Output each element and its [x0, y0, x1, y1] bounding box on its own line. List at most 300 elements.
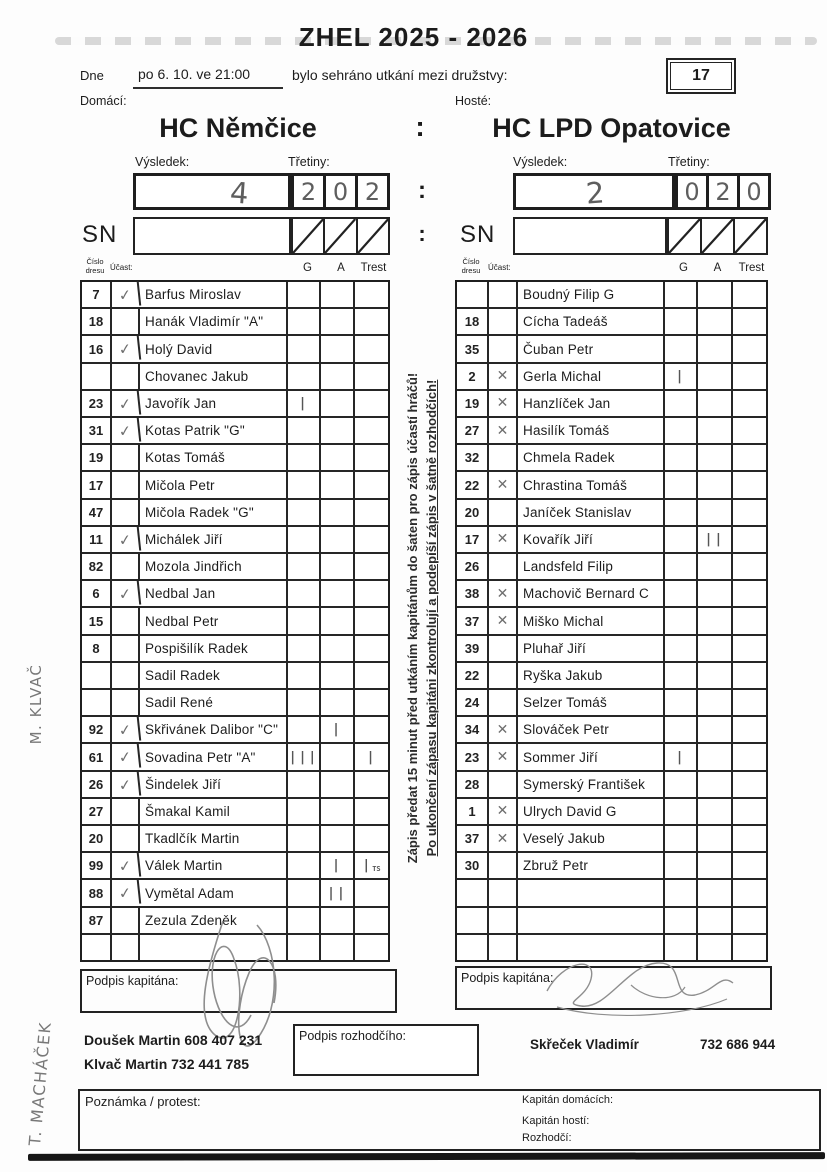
- penalty-note: TS: [372, 865, 381, 874]
- jersey-number: 15: [82, 608, 112, 633]
- participation-mark: [489, 636, 518, 661]
- home-contact-1: Doušek Martin 608 407 231: [84, 1032, 263, 1048]
- roster-row: [457, 581, 766, 608]
- assists-tally: [321, 336, 355, 361]
- goals-tally: [665, 908, 698, 933]
- goals-tally: [288, 282, 321, 307]
- participation-mark: [489, 880, 518, 905]
- player-name: Michálek Jiří: [140, 527, 288, 552]
- goals-tally: [665, 636, 698, 661]
- player-name: Hanák Vladimír "A": [140, 309, 288, 334]
- score-colon-1: :: [415, 111, 425, 142]
- assists-tally: [698, 472, 733, 497]
- away-team-name: HC LPD Opatovice: [492, 113, 731, 143]
- player-name: Válek Martin: [140, 853, 288, 878]
- goals-tally: [665, 880, 698, 905]
- roster-row: [82, 364, 388, 391]
- player-name: Chovanec Jakub: [140, 364, 288, 389]
- roster-row: [82, 445, 388, 472]
- penalty-tally: | TS: [362, 858, 381, 874]
- participation-mark: [112, 663, 140, 688]
- participation-mark: ✕: [489, 799, 518, 824]
- jersey-number: 87: [82, 908, 112, 933]
- penalty-tally: [733, 472, 766, 497]
- roster-row: [457, 472, 766, 499]
- player-name: Šindelek Jiří: [140, 772, 288, 797]
- away-sn-slash-cells: [667, 217, 768, 255]
- participation-mark: [112, 636, 140, 661]
- penalty-tally: [733, 445, 766, 470]
- match-number-box: [666, 58, 736, 94]
- goals-tally: |: [665, 744, 698, 769]
- assists-tally: [321, 527, 355, 552]
- assists-tally: ||: [321, 880, 355, 905]
- home-col-trest: Trest: [360, 262, 387, 274]
- goals-tally: [665, 772, 698, 797]
- player-name: Kotas Tomáš: [140, 445, 288, 470]
- player-name: Machovič Bernard C: [518, 581, 665, 606]
- penalty-tally: [355, 799, 388, 824]
- participation-mark: [489, 445, 518, 470]
- assists-tally: [321, 581, 355, 606]
- player-name: Chmela Radek: [518, 445, 665, 470]
- home-label: Domácí:: [80, 94, 127, 108]
- participation-mark: [489, 690, 518, 715]
- goals-tally: [665, 853, 698, 878]
- goals-tally: [288, 554, 321, 579]
- assists-tally: [698, 663, 733, 688]
- player-name: Miško Michal: [518, 608, 665, 633]
- away-third-2: 2: [715, 177, 731, 206]
- roster-row: [457, 717, 766, 744]
- participation-mark: ✕: [489, 472, 518, 497]
- penalty-tally: [355, 527, 388, 552]
- player-name: Skřivánek Dalibor "C": [140, 717, 288, 742]
- assists-tally: [698, 418, 733, 443]
- participation-mark: ✕: [489, 418, 518, 443]
- penalty-tally: [733, 663, 766, 688]
- date-value: po 6. 10. ve 21:00: [138, 66, 251, 82]
- penalty-tally: [355, 880, 388, 905]
- penalty-tally: [355, 636, 388, 661]
- participation-mark: [489, 500, 518, 525]
- player-name: Selzer Tomáš: [518, 690, 665, 715]
- roster-row: [82, 282, 388, 309]
- roster-row: [82, 581, 388, 608]
- goals-tally: [288, 364, 321, 389]
- penalty-tally: [355, 472, 388, 497]
- assists-tally: [321, 309, 355, 334]
- jersey-number: 99: [82, 853, 112, 878]
- penalty-tally: [733, 772, 766, 797]
- penalty-tally: [733, 690, 766, 715]
- penalty-tally: [733, 309, 766, 334]
- participation-mark: ✕: [489, 527, 518, 552]
- away-thirds-boxes: [675, 173, 771, 210]
- goals-tally: [665, 282, 698, 307]
- away-result-value: 2: [584, 175, 606, 211]
- home-col-g: G: [303, 262, 312, 274]
- participation-mark: [489, 282, 518, 307]
- jersey-number: 37: [457, 826, 489, 851]
- away-sn-box: [513, 217, 667, 255]
- away-col-trest: Trest: [738, 262, 765, 274]
- goals-tally: |||: [288, 744, 321, 769]
- assists-tally: |: [321, 853, 355, 878]
- margin-note-machacek: T. MACHÁČEK: [25, 1020, 55, 1147]
- assists-tally: [321, 282, 355, 307]
- roster-row: [457, 935, 766, 960]
- home-third-2: 0: [332, 177, 349, 206]
- roster-row: [457, 554, 766, 581]
- jersey-number: 11: [82, 527, 112, 552]
- player-name: Slováček Petr: [518, 717, 665, 742]
- home-col-a: A: [337, 262, 345, 274]
- roster-row: [457, 908, 766, 935]
- away-contact-phone: 732 686 944: [700, 1037, 776, 1052]
- participation-mark: ✕: [489, 826, 518, 851]
- jersey-number: 18: [457, 309, 489, 334]
- player-name: Šmakal Kamil: [140, 799, 288, 824]
- participation-mark: [112, 608, 140, 633]
- home-third-1: 2: [300, 177, 317, 206]
- goals-tally: [288, 472, 321, 497]
- roster-row: [82, 391, 388, 418]
- jersey-number: 38: [457, 581, 489, 606]
- date-underline: [133, 87, 283, 89]
- away-third-3: 0: [746, 177, 762, 206]
- penalty-tally: [355, 581, 388, 606]
- scan-bottom-edge: [28, 1152, 825, 1161]
- goals-tally: [288, 636, 321, 661]
- home-result-value: 4: [229, 175, 250, 211]
- jersey-number: [82, 364, 112, 389]
- assists-tally: ||: [698, 527, 733, 552]
- jersey-number: 34: [457, 717, 489, 742]
- page-title: ZHEL 2025 - 2026: [298, 22, 529, 52]
- away-result-box: [513, 173, 675, 210]
- assists-tally: [698, 772, 733, 797]
- jersey-number: 18: [82, 309, 112, 334]
- jersey-number: 17: [457, 527, 489, 552]
- player-name: Javořík Jan: [140, 391, 288, 416]
- assists-tally: [698, 690, 733, 715]
- penalty-tally: [733, 744, 766, 769]
- roster-row: [457, 880, 766, 907]
- player-name: Sovadina Petr "A": [140, 744, 288, 769]
- roster-row: [82, 527, 388, 554]
- assists-tally: [321, 608, 355, 633]
- goals-tally: [288, 772, 321, 797]
- player-name: Pluhař Jiří: [518, 636, 665, 661]
- roster-row: [82, 935, 388, 960]
- participation-mark: [112, 445, 140, 470]
- participation-mark: ✓: [111, 281, 141, 309]
- player-name: Janíček Stanislav: [518, 500, 665, 525]
- away-col-number: Číslo dresu: [461, 257, 481, 275]
- participation-mark: ✕: [489, 391, 518, 416]
- jersey-number: 27: [82, 799, 112, 824]
- away-contact-name: Skřeček Vladimír: [530, 1037, 639, 1052]
- goals-tally: [665, 717, 698, 742]
- roster-row: [457, 336, 766, 363]
- assists-tally: [698, 336, 733, 361]
- penalty-tally: [733, 717, 766, 742]
- assists-tally: [698, 744, 733, 769]
- player-name: Holý David: [140, 336, 288, 361]
- roster-row: [82, 336, 388, 363]
- penalty-tally: [733, 853, 766, 878]
- assists-tally: [321, 500, 355, 525]
- goals-tally: [665, 935, 698, 960]
- participation-mark: ✕: [489, 608, 518, 633]
- assists-tally: [321, 744, 355, 769]
- participation-mark: ✓: [111, 417, 141, 445]
- goals-tally: |: [288, 391, 321, 416]
- player-name: Zbruž Petr: [518, 853, 665, 878]
- penalty-tally: [733, 935, 766, 960]
- away-third-1: 0: [684, 177, 700, 206]
- jersey-number: 37: [457, 608, 489, 633]
- referee-signature-box: Podpis rozhodčího:: [293, 1024, 479, 1076]
- participation-mark: ✕: [489, 744, 518, 769]
- roster-row: [82, 663, 388, 690]
- participation-mark: [489, 663, 518, 688]
- goals-tally: [665, 527, 698, 552]
- home-result-box: [133, 173, 291, 210]
- assists-tally: [698, 364, 733, 389]
- player-name: Kovařík Jiří: [518, 527, 665, 552]
- player-name: [140, 935, 288, 960]
- roster-row: [457, 636, 766, 663]
- roster-row: [457, 690, 766, 717]
- roster-row: [457, 418, 766, 445]
- jersey-number: 1: [457, 799, 489, 824]
- away-col-ucast: Účast:: [488, 263, 511, 272]
- jersey-number: 47: [82, 500, 112, 525]
- player-name: Zezula Zdeněk: [140, 908, 288, 933]
- participation-mark: [112, 500, 140, 525]
- captain-away-line: Kapitán hostí:: [522, 1115, 590, 1127]
- goals-tally: [665, 826, 698, 851]
- jersey-number: 6: [82, 581, 112, 606]
- jersey-number: 19: [457, 391, 489, 416]
- jersey-number: 22: [457, 472, 489, 497]
- penalty-tally: [733, 799, 766, 824]
- penalty-tally: [355, 663, 388, 688]
- participation-mark: ✕: [489, 364, 518, 389]
- jersey-number: 8: [82, 636, 112, 661]
- participation-mark: [112, 309, 140, 334]
- score-colon-2: :: [418, 177, 426, 204]
- jersey-number: 22: [457, 663, 489, 688]
- assists-tally: [321, 799, 355, 824]
- participation-mark: [489, 935, 518, 960]
- participation-mark: ✓: [111, 335, 141, 363]
- goals-tally: [665, 799, 698, 824]
- home-team-name: HC Němčice: [159, 113, 317, 143]
- jersey-number: 20: [457, 500, 489, 525]
- participation-mark: [112, 364, 140, 389]
- goals-tally: [665, 472, 698, 497]
- player-name: Mozola Jindřich: [140, 554, 288, 579]
- penalty-tally: [355, 935, 388, 960]
- home-contact-2: Klvač Martin 732 441 785: [84, 1056, 249, 1072]
- participation-mark: [112, 690, 140, 715]
- assists-tally: [321, 908, 355, 933]
- player-name: Cícha Tadeáš: [518, 309, 665, 334]
- player-name: Tkadlčík Martin: [140, 826, 288, 851]
- goals-tally: [288, 309, 321, 334]
- player-name: Nedbal Jan: [140, 581, 288, 606]
- assists-tally: [698, 282, 733, 307]
- participation-mark: ✓: [111, 770, 141, 798]
- goals-tally: [665, 418, 698, 443]
- goals-tally: [288, 690, 321, 715]
- jersey-number: 39: [457, 636, 489, 661]
- assists-tally: [321, 472, 355, 497]
- roster-row: [82, 880, 388, 907]
- home-col-number: Číslo dresu: [85, 257, 105, 275]
- player-name: Mičola Radek "G": [140, 500, 288, 525]
- goals-tally: [665, 309, 698, 334]
- penalty-tally: [733, 364, 766, 389]
- goals-tally: [665, 336, 698, 361]
- home-sn-box: [133, 217, 291, 255]
- match-text: bylo sehráno utkání mezi družstvy:: [292, 67, 508, 83]
- player-name: Landsfeld Filip: [518, 554, 665, 579]
- penalty-tally: [733, 908, 766, 933]
- goals-tally: [665, 554, 698, 579]
- jersey-number: 88: [82, 880, 112, 905]
- participation-mark: [112, 935, 140, 960]
- jersey-number: [457, 282, 489, 307]
- goals-tally: [288, 500, 321, 525]
- jersey-number: 24: [457, 690, 489, 715]
- assists-tally: [321, 364, 355, 389]
- player-name: Čuban Petr: [518, 336, 665, 361]
- participation-mark: ✓: [111, 879, 141, 907]
- assists-tally: [698, 799, 733, 824]
- assists-tally: [321, 826, 355, 851]
- assists-tally: |: [321, 717, 355, 742]
- goals-tally: [665, 690, 698, 715]
- jersey-number: 82: [82, 554, 112, 579]
- player-name: Boudný Filip G: [518, 282, 665, 307]
- assists-tally: [321, 391, 355, 416]
- participation-mark: ✓: [111, 716, 141, 744]
- participation-mark: [489, 772, 518, 797]
- away-label: Hosté:: [455, 94, 492, 108]
- penalty-tally: [733, 391, 766, 416]
- penalty-tally: [355, 690, 388, 715]
- goals-tally: [288, 717, 321, 742]
- player-name: [518, 880, 665, 905]
- match-number: 17: [670, 62, 732, 90]
- jersey-number: 23: [457, 744, 489, 769]
- participation-mark: [489, 554, 518, 579]
- roster-row: [82, 554, 388, 581]
- player-name: Veselý Jakub: [518, 826, 665, 851]
- jersey-number: 7: [82, 282, 112, 307]
- player-name: Mičola Petr: [140, 472, 288, 497]
- goals-tally: [288, 336, 321, 361]
- jersey-number: [82, 663, 112, 688]
- participation-mark: [112, 826, 140, 851]
- goals-tally: [288, 445, 321, 470]
- penalty-tally: [355, 608, 388, 633]
- vertical-instruction-note: Zápis předat 15 minut před utkáním kapitánům do šaten pro zápis účastí hráčů! Po ukončení zápasu kapitáni zkontrolují a podepíší zápis v šatně rozhodčích!: [405, 372, 439, 864]
- roster-row: [457, 364, 766, 391]
- jersey-number: 61: [82, 744, 112, 769]
- penalty-tally: [355, 772, 388, 797]
- penalty-tally: [733, 826, 766, 851]
- penalty-tally: [733, 880, 766, 905]
- player-name: [518, 908, 665, 933]
- goals-tally: [665, 445, 698, 470]
- roster-row: [457, 663, 766, 690]
- roster-row: [82, 690, 388, 717]
- roster-row: [82, 636, 388, 663]
- away-sn-label: SN: [460, 221, 496, 248]
- participation-mark: [112, 472, 140, 497]
- assists-tally: [321, 935, 355, 960]
- assists-tally: [321, 418, 355, 443]
- margin-note-klvac: M. KLVAČ: [27, 663, 45, 745]
- roster-row: [82, 826, 388, 853]
- penalty-tally: [355, 717, 388, 742]
- penalty-tally: [733, 636, 766, 661]
- assists-tally: [698, 391, 733, 416]
- player-name: Kotas Patrik "G": [140, 418, 288, 443]
- assists-tally: [321, 690, 355, 715]
- participation-mark: [489, 853, 518, 878]
- player-name: Pospišilík Radek: [140, 636, 288, 661]
- note-protest-box: Poznámka / protest:: [78, 1089, 821, 1151]
- penalty-tally: [733, 554, 766, 579]
- roster-row: [82, 772, 388, 799]
- home-captain-signature-box: Podpis kapitána:: [80, 969, 397, 1013]
- jersey-number: 31: [82, 418, 112, 443]
- roster-row: [457, 744, 766, 771]
- goals-tally: [288, 418, 321, 443]
- penalty-tally: [733, 581, 766, 606]
- participation-mark: [489, 309, 518, 334]
- date-label: Dne: [80, 68, 104, 83]
- roster-row: [82, 500, 388, 527]
- jersey-number: 17: [82, 472, 112, 497]
- roster-row: [457, 445, 766, 472]
- roster-row: [82, 472, 388, 499]
- roster-row: [457, 799, 766, 826]
- roster-row: [457, 826, 766, 853]
- player-name: [518, 935, 665, 960]
- jersey-number: [82, 690, 112, 715]
- participation-mark: ✕: [489, 717, 518, 742]
- assists-tally: [321, 772, 355, 797]
- participation-mark: ✓: [111, 852, 141, 880]
- player-name: Vymětal Adam: [140, 880, 288, 905]
- goals-tally: [665, 663, 698, 688]
- jersey-number: 26: [82, 772, 112, 797]
- roster-row: [82, 418, 388, 445]
- home-col-ucast: Účast:: [110, 263, 133, 272]
- roster-row: [457, 772, 766, 799]
- roster-row: [457, 391, 766, 418]
- home-roster-table: [80, 280, 390, 962]
- roster-row: [457, 309, 766, 336]
- jersey-number: [82, 935, 112, 960]
